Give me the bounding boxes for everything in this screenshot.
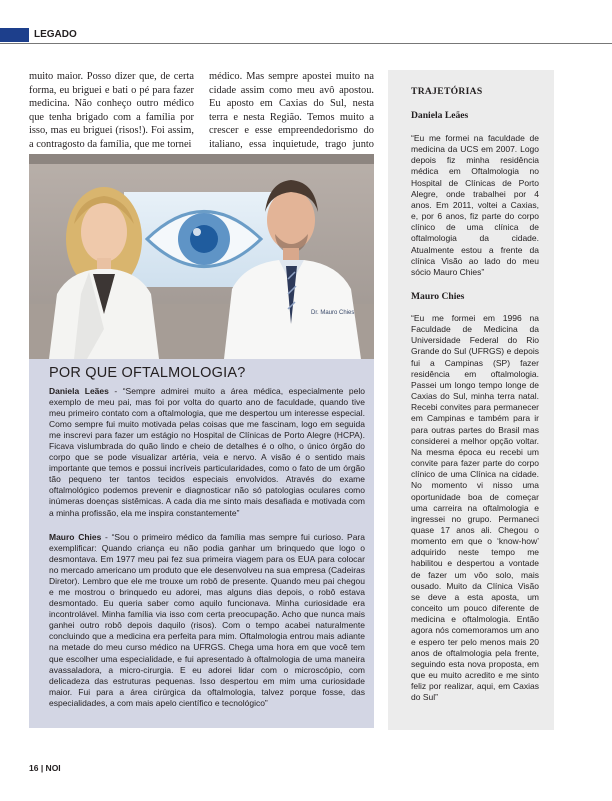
trajectories-sidebar: [388, 70, 554, 730]
section-label: LEGADO: [34, 29, 77, 40]
doctors-photo-illustration: [29, 154, 374, 359]
box-paragraph-1: [49, 386, 365, 519]
speaker-text-mauro: - “Sou o primeiro médico da família mas sempre fui curioso. Para exemplificar: Quando criança eu não podia ganhar um brinquedo que logo o desmontava. Em 1977 meu pai fez sua primeira viagem para os EUA para colocar no mercado americano um produto que ele desenvolveu na sua empresa (Cadeiras Diretor). Lembro que ele me trouxe um robô de presente. Quando meu pai chegou e me mostrou o brinquedo eu adorei, mas alguns dias depois, o robô estava desmontado. Eu queria saber como aquilo funcionava. Minha curiosidade era incontrolável. Minha família via isso com certa preocupação. Acho que nunca mais ganhei outro robô depois daquilo (risos). Com o tempo acabei naturalmente concluindo que a medicina era perfeita para mim. Oftalmologia entrou mais adiante na metade do meu curso médico na UFRGS. Chega uma hora em que você tem que escolher uma especialidade, e fui apresentado à oftalmologia de uma maneira avassaladora, a micro-cirurgia. E eu adorei lidar com o microscópio, com delicadeza das estruturas pequenas. Isso despertou em mim uma curiosidade maior. Fui para a área cirúrgica da oftalmologia, talvez porque fosse, das especialidades, a com mais apelo científico e tecnológico”: [49, 532, 365, 708]
sidebar-text-daniela: [411, 133, 539, 278]
article-text-2: [209, 70, 374, 165]
speaker-name-mauro: Mauro Chies: [49, 532, 102, 542]
sidebar-text-daniela-body: “Eu me formei na faculdade de medicina da UCS em 2007. Logo depois fiz minha residência médica em Oftalmologia no Hospital de Clínicas de Porto Alegre, onde trabalhei por 4 anos. Em 2011, voltei a Caxias, e, por 6 anos, fiz parte do corpo clínico de uma clínica de oftalmologia da cidade. Atualmente estou a frente da clínica Visão ao lado do meu sócio Mauro Chies”: [411, 133, 539, 277]
article-column-1: [29, 70, 194, 152]
article-text-2-body: médico. Mas sempre apostei muito na cidade assim como meu avô apostou. Eu aposto em Caxias do Sul, nesta terra e nesta Região. Temos muito a crescer e esse empreendedorismo do italiano, essa inquietude, trago junto: [209, 71, 374, 150]
section-color-bar: [0, 28, 29, 42]
sidebar-text-mauro: [411, 313, 539, 703]
page-folio: 16 | NOI: [29, 763, 61, 773]
why-ophthalmology-box: [29, 359, 374, 728]
box-paragraph-2: [49, 532, 365, 709]
sidebar-text-mauro-body: “Eu me formei em 1996 na Faculdade de Medicina da Universidade Federal do Rio Grande do Sul (UFRGS) e depois fui a Campinas (SP) fazer residência em oftalmologia. Passei um longo tempo longe de Caxias do Sul, minha terra natal. Recebi convites para permanecer em Campinas e também para ir para outras partes do Brasil mas considerei a melhor opção voltar. Na mesma época eu recebi um convite para fazer parte do corpo clínico de uma Clínica na cidade. No momento vi nisso uma oportunidade boa de começar uma carreira na oftalmologia e ingressei no grupo. Permaneci quase 17 anos ali. Chegou o momento em que o ‘know-how’ adquirido neste tempo me habilitou e despertou a vontade de fazer um vôo solo, mais ousado. Muito da Clínica Visão se deve a esta aposta, um conceito um pouco diferente de medicina e oftalmologia. Então agora nós comemoramos um ano e espero ter pelo menos mais 20 anos de oftalmologia pela frente, seguindo esta nova proposta, em que eu muito acredito e me sinto feliz por realizar, aqui, em Caxias do Sul”: [411, 313, 539, 703]
header-rule: [0, 43, 612, 44]
sidebar-title: TRAJETÓRIAS: [411, 86, 483, 97]
sidebar-name-mauro: Mauro Chies: [411, 291, 465, 302]
box-title: POR QUE OFTALMOLOGIA?: [49, 365, 246, 381]
speaker-text-daniela: - “Sempre admirei muito a área médica, especialmente pelo exemplo de meu pai, mas foi por volta do quarto ano de faculdade, quando tive meu primeiro contato com a oftalmologia, que me despertou um interesse especial. Como sempre fui muito motivada pelas coisas que me fascinam, logo em seguida me inscrevi para fazer um estágio no Hospital de Clínicas de Porto Alegre (HCPA). Ficava vislumbrada do quão lindo e cheio de detalhes é o olho, o único órgão do corpo que se pode visualizar artéria, veia e nervo. A visão é o sentido mais importante que temos e possui incríveis particularidades, como o fato de um órgão tão pequeno ter tantos tecidos especiais envolvidos. Através do exame oftalmológico podemos prevenir e diagnosticar não só patologias oculares como inúmeras doenças sistêmicas. A cada dia me sinto mais desafiada e motivada com a minha profissão, ela me inspira constantemente”: [49, 386, 365, 518]
doctors-photo: [29, 154, 374, 359]
coat-name-label: Dr. Mauro Chies: [311, 310, 355, 316]
article-column-2: [209, 70, 374, 165]
article-text-1: muito maior. Posso dizer que, de certa forma, eu briguei e bati o pé para fazer medicina. Não conheço outro médico que tenha brigado com a família por isso, mas eu briguei (risos!). Foi assim, a contragosto da família, que me tornei: [29, 71, 194, 150]
speaker-name-daniela: Daniela Leães: [49, 386, 109, 396]
sidebar-name-daniela: Daniela Leães: [411, 110, 469, 121]
